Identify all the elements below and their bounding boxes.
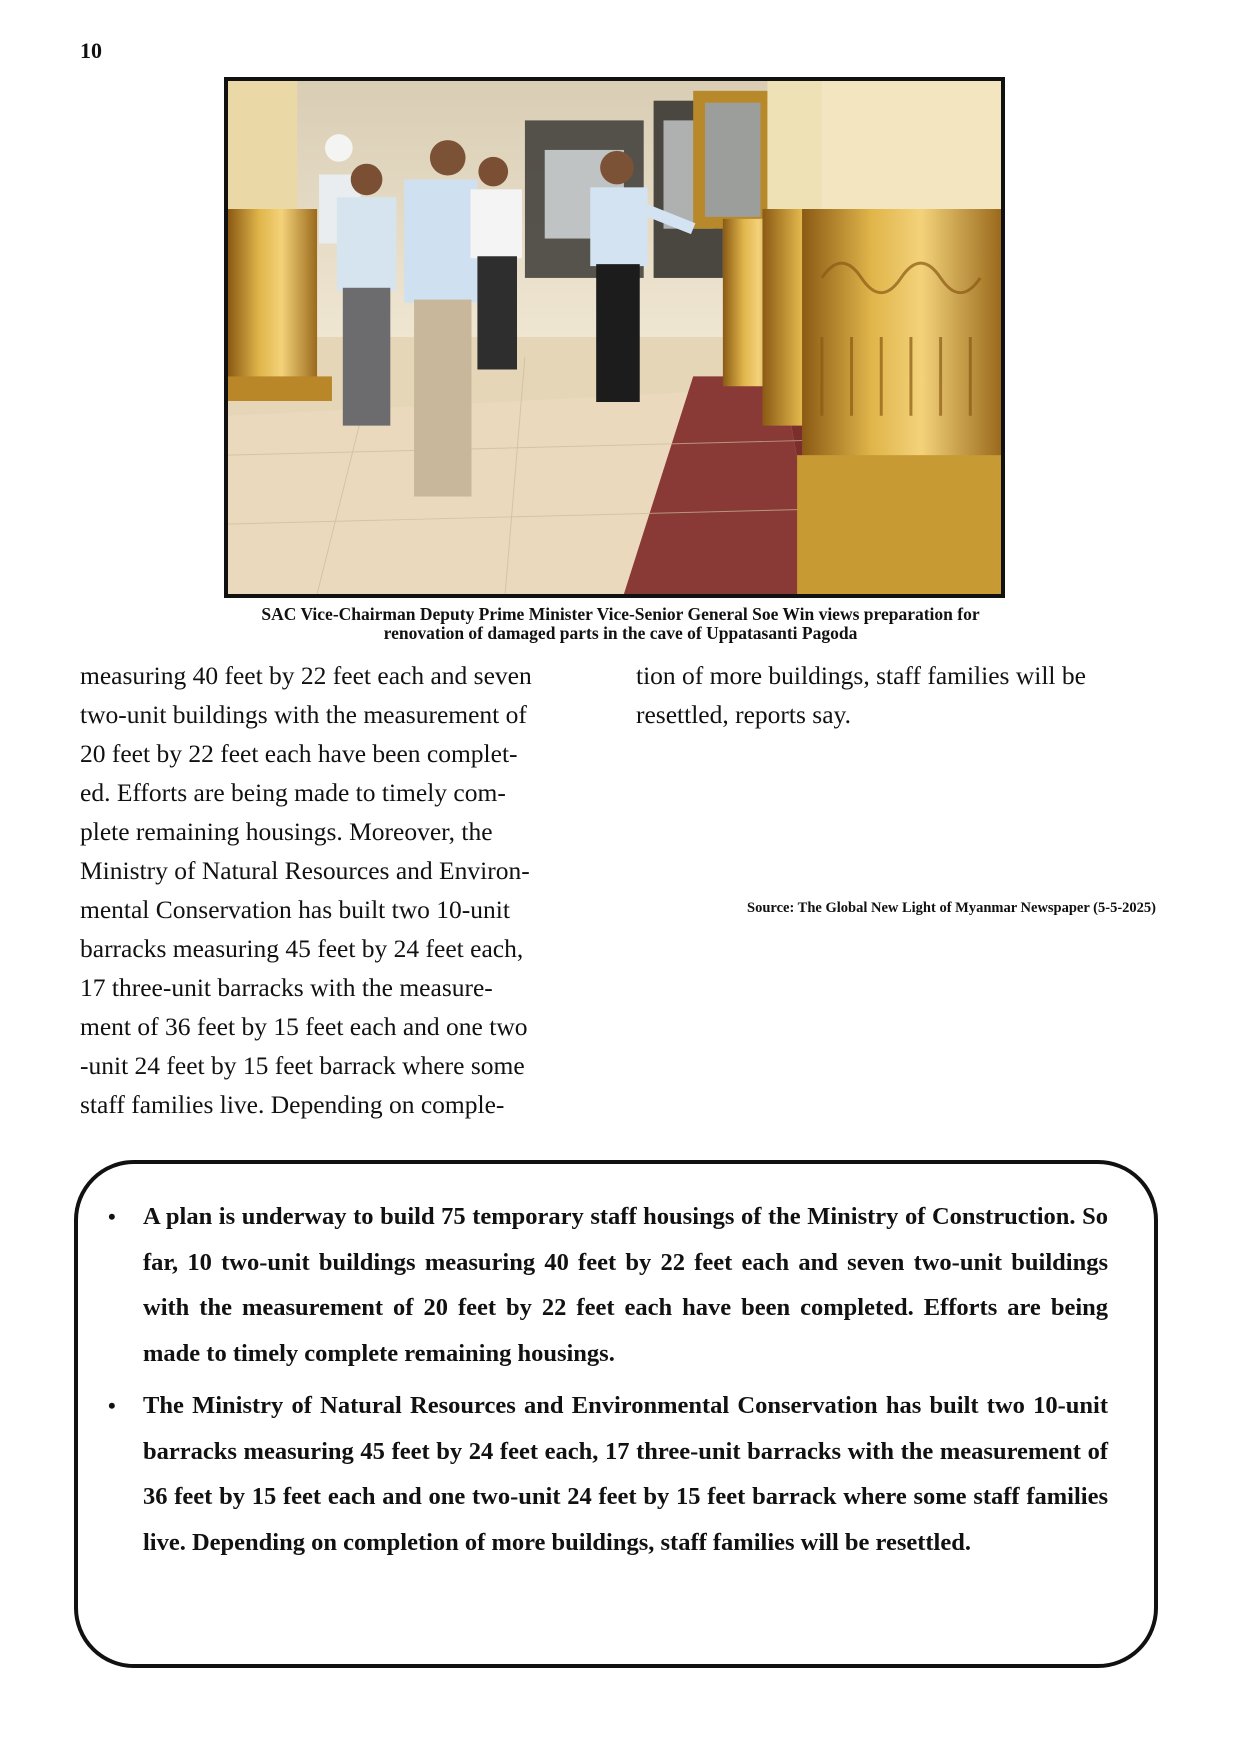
article-line: resettled, reports say. [636, 700, 852, 729]
summary-box [74, 1160, 1158, 1668]
summary-item-text: A plan is underway to build 75 temporary staff housings of the Ministry of Construction. So far, 10 two-unit buildings measuring 40 feet by 22 feet each and seven two-unit buildings with the measurement of 20 feet by 22 feet each have been completed. Efforts are being made to timely complete remaining housings. [143, 1203, 1108, 1367]
article-line: 20 feet by 22 feet each have been complet- [80, 739, 518, 768]
summary-list [108, 1194, 1108, 1572]
article-line: barracks measuring 45 feet by 24 feet each, [80, 934, 524, 963]
article-line: 17 three-unit barracks with the measure- [80, 973, 493, 1002]
page-number: 10 [80, 38, 102, 63]
article-line: ment of 36 feet by 15 feet each and one two [80, 1012, 528, 1041]
summary-item [108, 1383, 1108, 1565]
article-line: two-unit buildings with the measurement of [80, 700, 527, 729]
summary-item [108, 1194, 1108, 1376]
article-line: -unit 24 feet by 15 feet barrack where some [80, 1051, 525, 1080]
summary-item-text: The Ministry of Natural Resources and Environmental Conservation has built two 10-unit barracks measuring 45 feet by 24 feet each, 17 three-unit barracks with the measurement of 36 feet by 15 feet each and one two-unit 24 feet by 15 feet barrack where some staff families live. Depending on completion of more buildings, staff families will be resettled. [143, 1392, 1108, 1556]
article-line: plete remaining housings. Moreover, the [80, 817, 493, 846]
article-line: Ministry of Natural Resources and Environ- [80, 856, 530, 885]
caption-line-1: SAC Vice-Chairman Deputy Prime Minister Vice-Senior General Soe Win views preparation for [261, 604, 980, 624]
bullet-icon: • [108, 1393, 116, 1418]
article-line: mental Conservation has built two 10-unit [80, 895, 510, 924]
article-line: staff families live. Depending on comple- [80, 1090, 505, 1119]
article-left-column [80, 656, 597, 1124]
caption-line-2: renovation of damaged parts in the cave of Uppatasanti Pagoda [383, 623, 858, 643]
news-photo [224, 77, 1005, 598]
photo-illustration [228, 81, 1001, 594]
article-line: ed. Efforts are being made to timely com- [80, 778, 506, 807]
article-line: measuring 40 feet by 22 feet each and seven [80, 661, 532, 690]
bullet-icon: • [108, 1204, 116, 1229]
article-line: tion of more buildings, staff families will be [636, 661, 1086, 690]
source-credit: Source: The Global New Light of Myanmar Newspaper (5-5-2025) [747, 900, 1156, 916]
article-right-column [636, 656, 1156, 734]
photo-caption [150, 605, 1091, 643]
